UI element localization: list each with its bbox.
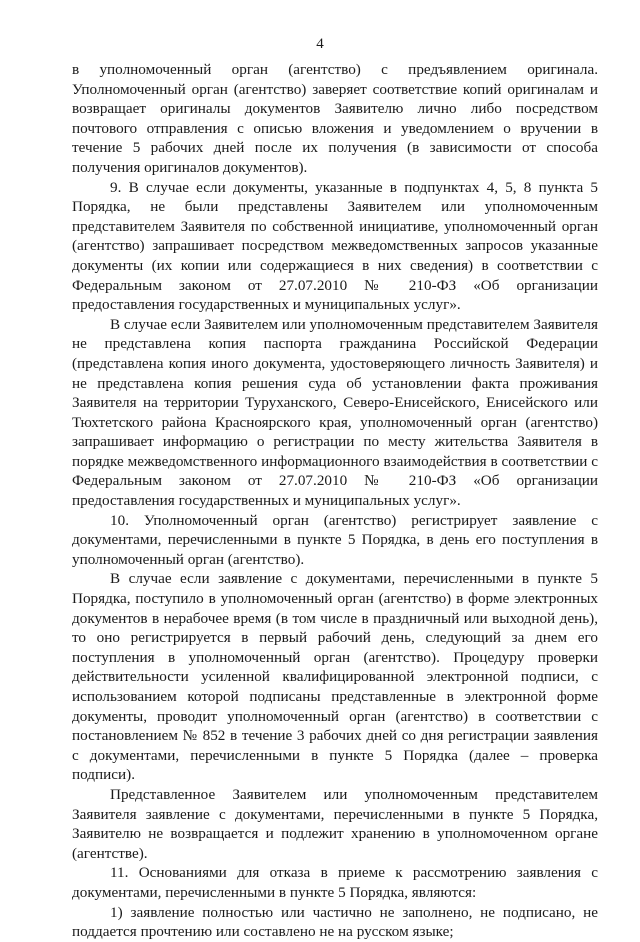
document-body — [72, 60, 598, 942]
paragraph-passport-case: В случае если Заявителем или уполномоченным представителем Заявителя не представлена копия паспорта гражданина Российской Федерации (представлена копия иного документа, удостоверяющего личность Заявителя) и не представлена копия решения суда об установлении факта проживания Заявителя на территории Туруханского, Северо-Енисейского, Енисейского или Тюхтетского района Красноярского края, уполномоченный орган (агентство) запрашивает информацию о регистрации по месту жительства Заявителя в порядке межведомственного информационного взаимодействия в соответствии с Федеральным законом от 27.07.2010 № 210-ФЗ «Об организации предоставления государственных и муниципальных услуг». — [72, 315, 598, 510]
paragraph-item-11: 11. Основаниями для отказа в приеме к рассмотрению заявления с документами, перечисленными в пункте 5 Порядка, являются: — [72, 864, 598, 901]
paragraph-electronic-documents: В случае если заявление с документами, перечисленными в пункте 5 Порядка, поступило в уполномоченный орган (агентство) в форме электронных документов в нерабочее время (в том числе в праздничный или выходной день), то оно регистрируется в первый рабочий день, следующий за днем его поступления в уполномоченный орган (агентство). Процедуру проверки действительности усиленной квалифицированной электронной подписи, с использованием которой подписаны представленные в электронной форме документы, проводит уполномоченный орган (агентство) в соответствии с постановлением № 852 в течение 3 рабочих дней со дня регистрации заявления с документами, перечисленными в пункте 5 Порядка (далее – проверка подписи). — [72, 570, 598, 784]
paragraph-item-10: 10. Уполномоченный орган (агентство) регистрирует заявление с документами, перечисленными в пункте 5 Порядка, в день его поступления в уполномоченный орган (агентство). — [72, 511, 598, 568]
paragraph-continuation: в уполномоченный орган (агентство) с предъявлением оригинала. Уполномоченный орган (агентство) заверяет соответствие копий оригиналам и возвращает оригиналы документов Заявителю лично либо посредством почтового отправления с описью вложения и уведомлением о вручении в течение 5 рабочих дней после их получения (в зависимости от способа получения оригиналов документов). — [72, 61, 598, 176]
page-number: 4 — [316, 36, 324, 52]
paragraph-item-9: 9. В случае если документы, указанные в подпунктах 4, 5, 8 пункта 5 Порядка, не были представлены Заявителем или уполномоченным представителем Заявителя по собственной инициативе, уполномоченный орган (агентство) запрашивает посредством межведомственных запросов указанные документы (их копии или содержащиеся в них сведения) в соответствии с Федеральным законом от 27.07.2010 № 210-ФЗ «Об организации предоставления государственных и муниципальных услуг». — [72, 178, 598, 314]
paragraph-storage: Представленное Заявителем или уполномоченным представителем Заявителя заявление с документами, перечисленными в пункте 5 Порядка, Заявителю не возвращается и подлежит хранению в уполномоченном органе (агентстве). — [72, 785, 598, 862]
paragraph-subitem-1: 1) заявление полностью или частично не заполнено, не подписано, не поддается прочтению или составлено не на русском языке; — [72, 903, 598, 941]
